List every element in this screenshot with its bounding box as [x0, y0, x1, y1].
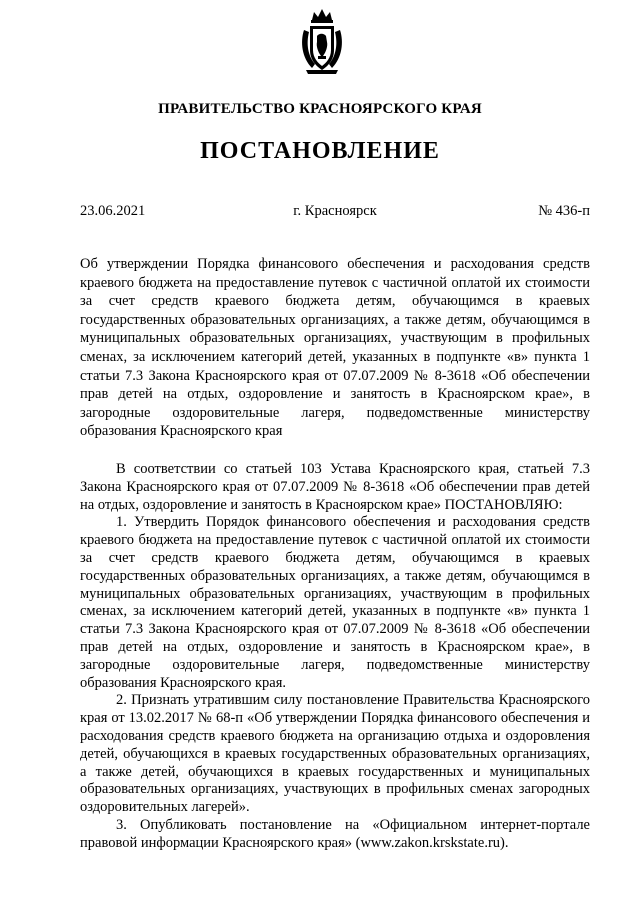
government-title: ПРАВИТЕЛЬСТВО КРАСНОЯРСКОГО КРАЯ — [158, 101, 482, 117]
item-2-paragraph: 2. Признать утратившим силу постановление Правительства Красноярского края от 13.02.2017 № 68-п «Об утверждении Порядка финансового обеспечения и расходования средств краевого бюджета на организацию отдыха и оздоровления детей, обучающихся в краевых государственных образовательных организациях, а также детей, обучающихся в краевых государственных и муниципальных образовательных организациях, участвующих в профильных сменах загородных оздоровительных лагерей». — [80, 692, 590, 816]
document-subject: Об утверждении Порядка финансового обеспечения и расходования средств краевого бюджета на предоставление путевок с частичной оплатой их стоимости за счет средств краевого бюджета детям, обучающимся в краевых государственных образовательных организациях, а также детям, обучающимся в муниципальных образовательных организациях, участвующим в профильных сменах, за исключением категорий детей, указанных в подпункте «в» пункта 1 статьи 7.3 Закона Красноярского края от 07.07.2009 № 8-3618 «Об обеспечении прав детей на отдых, оздоровление и занятость в Красноярском крае», в загородные оздоровительные лагеря, подведомственные министерству образования Красноярского края — [80, 256, 590, 440]
document-body — [80, 461, 590, 853]
document-city: г. Красноярск — [293, 203, 377, 219]
document-meta-row — [80, 203, 590, 223]
item-3-paragraph: 3. Опубликовать постановление на «Официальном интернет-портале правовой информации Красноярского края» (www.zakon.krskstate.ru). — [80, 816, 590, 851]
item-1-paragraph: 1. Утвердить Порядок финансового обеспечения и расходования средств краевого бюджета на предоставление путевок с частичной оплатой их стоимости за счет средств краевого бюджета детям, обучающимся в краевых государственных образовательных организациях, а также детям, обучающимся в муниципальных образовательных организациях, участвующим в профильных сменах, за исключением категорий детей, указанных в подпункте «в» пункта 1 статьи 7.3 Закона Красноярского края от 07.07.2009 № 8-3618 «Об обеспечении прав детей на отдых, оздоровление и занятость в Красноярском крае», в загородные оздоровительные лагеря, подведомственные министерству образования Красноярского края. — [80, 514, 590, 691]
document-number: № 436-п — [538, 203, 590, 219]
document-date: 23.06.2021 — [80, 203, 146, 219]
coat-of-arms-icon — [298, 6, 346, 78]
document-type-title: ПОСТАНОВЛЕНИЕ — [200, 138, 440, 164]
preamble-paragraph: В соответствии со статьей 103 Устава Красноярского края, статьей 7.3 Закона Красноярского края от 07.07.2009 № 8-3618 «Об обеспечении прав детей на отдых, оздоровление и занятость в Красноярском крае» ПОСТАНОВЛЯЮ: — [80, 461, 590, 513]
